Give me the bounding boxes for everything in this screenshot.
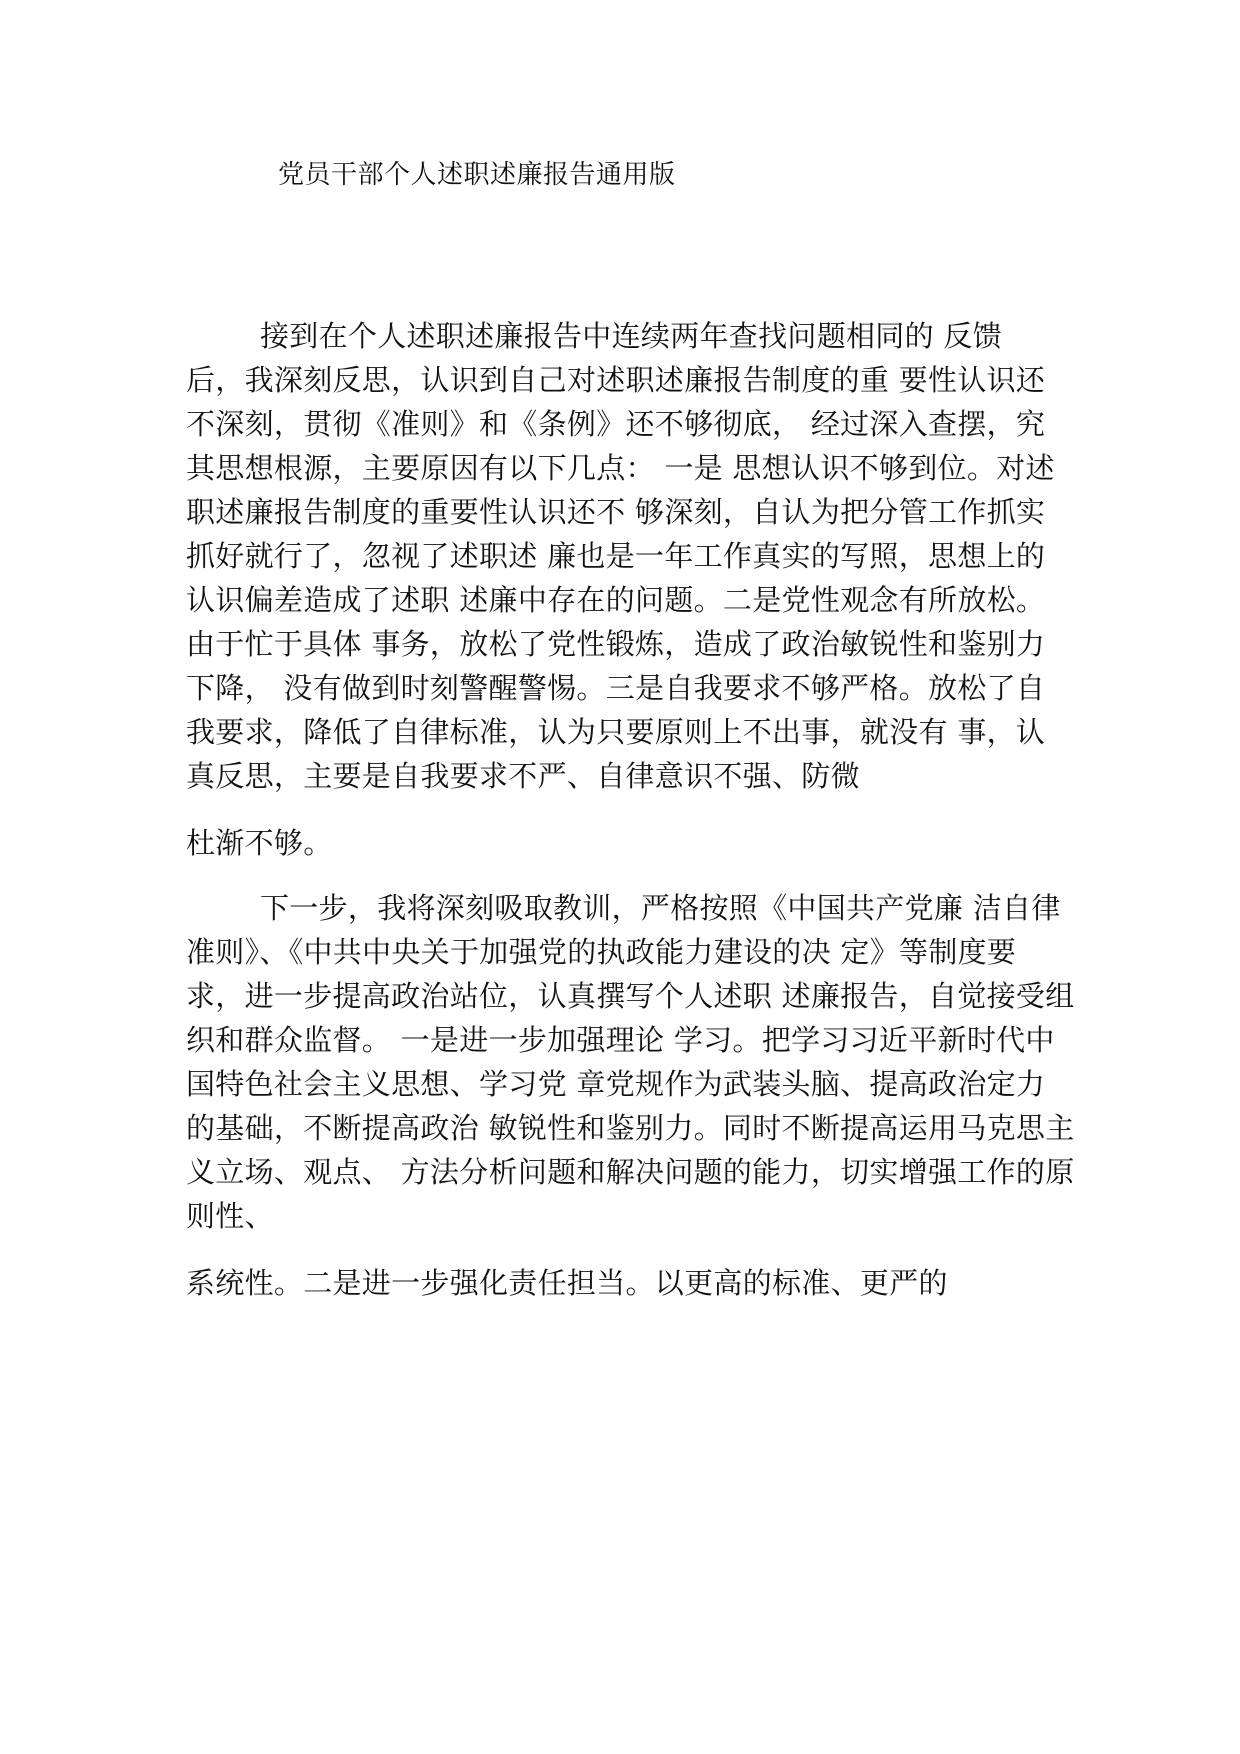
- paragraph-1-line-3: 不深刻，贯彻《准则》和《条例》还不够彻底， 经过深入查摆，究: [186, 407, 1046, 441]
- paragraph-2-line-4: 织和群众监督。 一是进一步加强理论 学习。把学习习近平新时代中: [186, 1023, 1055, 1057]
- paragraph-2-line-5: 国特色社会主义思想、学习党 章党规作为武装头脑、提高政治定力: [186, 1067, 1046, 1101]
- paragraph-2-line-6: 的基础，不断提高政治 敏锐性和鉴别力。同时不断提高运用马克思主: [186, 1111, 1075, 1145]
- paragraph-1-line-9: 下降， 没有做到时刻警醒警惕。三是自我要求不够严格。放松了自: [186, 671, 1046, 705]
- paragraph-2-line-2: 准则》、《中共中央关于加强党的执政能力建设的决 定》等制度要: [186, 935, 1017, 969]
- paragraph-2-line-7: 义立场、观点、 方法分析问题和解决问题的能力，切实增强工作的原: [186, 1155, 1075, 1189]
- paragraph-2-line-1: 下一步，我将深刻吸取教训，严格按照《中国共产党廉 洁自律: [260, 891, 1061, 925]
- paragraph-1-line-4: 其思想根源，主要原因有以下几点： 一是 思想认识不够到位。对述: [186, 451, 1055, 485]
- paragraph-1-line-8: 由于忙于具体 事务，放松了党性锻炼，造成了政治敏锐性和鉴别力: [186, 627, 1046, 661]
- document-title: 党员干部个人述职述廉报告通用版: [278, 160, 676, 190]
- paragraph-2-line-8: 则性、: [186, 1199, 274, 1233]
- paragraph-1-line-6: 抓好就行了，忽视了述职述 廉也是一年工作真实的写照，思想上的: [186, 539, 1046, 573]
- paragraph-1-tail: 杜渐不够。: [186, 826, 333, 860]
- paragraph-2-tail: 系统性。二是进一步强化责任担当。以更高的标准、更严的: [186, 1266, 948, 1300]
- paragraph-1-line-2: 后，我深刻反思，认识到自己对述职述廉报告制度的重 要性认识还: [186, 363, 1046, 397]
- paragraph-2-line-3: 求，进一步提高政治站位，认真撰写个人述职 述廉报告，自觉接受组: [186, 979, 1075, 1013]
- paragraph-1-line-1: 接到在个人述职述廉报告中连续两年查找问题相同的 反馈: [260, 319, 1003, 353]
- paragraph-1-line-7: 认识偏差造成了述职 述廉中存在的问题。二是党性观念有所放松。: [186, 583, 1046, 617]
- paragraph-1-line-10: 我要求，降低了自律标准，认为只要原则上不出事，就没有 事，认: [186, 715, 1046, 749]
- paragraph-1-line-11: 真反思，主要是自我要求不严、自律意识不强、防微: [186, 759, 860, 793]
- paragraph-1-line-5: 职述廉报告制度的重要性认识还不 够深刻，自认为把分管工作抓实: [186, 495, 1046, 529]
